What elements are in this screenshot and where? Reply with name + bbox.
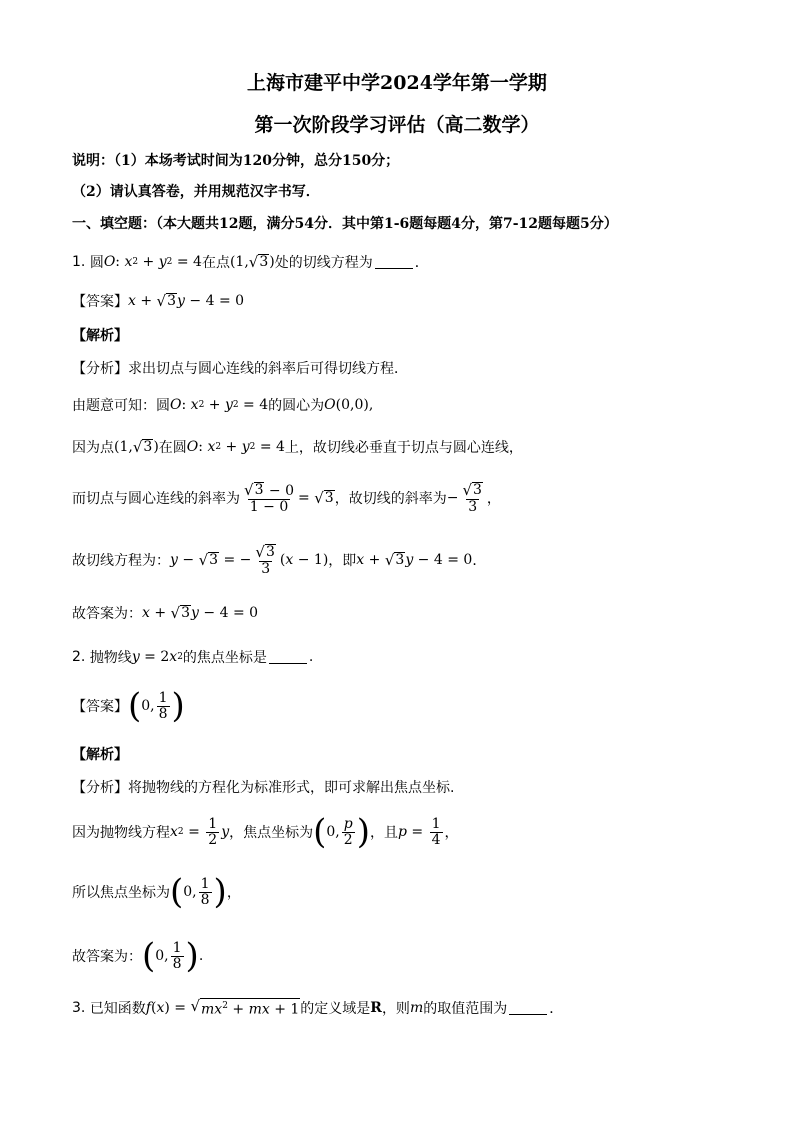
math: 0, <box>141 698 155 714</box>
text: ， <box>486 491 501 507</box>
answer-blank <box>269 651 307 664</box>
text: 在圆 <box>158 440 187 456</box>
math: x <box>170 824 178 840</box>
math: = 4 <box>172 254 202 270</box>
math: − 4 = 0 <box>184 293 245 309</box>
math: ) <box>185 936 199 976</box>
math: √ 3 <box>156 292 177 310</box>
math: x <box>156 1000 165 1016</box>
question-number: 2. <box>72 649 86 665</box>
fenxi-label: 【分析】 <box>72 780 128 796</box>
math: O <box>103 254 116 270</box>
math: ) <box>356 812 370 852</box>
math: = − <box>219 552 252 568</box>
text: ，则 <box>381 1001 410 1017</box>
text: 的圆心为 <box>268 398 325 414</box>
analysis-summary <box>72 357 408 379</box>
text: ，故切线的斜率为 <box>334 491 447 507</box>
analysis-label: 【解析】 <box>72 747 128 763</box>
math: √ 3 <box>198 551 219 569</box>
text: 处的切线方程为 <box>274 255 373 271</box>
math: y <box>158 254 167 270</box>
text: 已知函数 <box>89 1001 146 1017</box>
solution-step <box>72 540 486 580</box>
math: y <box>405 552 414 568</box>
solution-step <box>72 812 459 852</box>
text: 的定义域是 <box>300 1001 371 1017</box>
text: ， <box>444 825 459 841</box>
math: − 1) <box>293 552 329 568</box>
math: 0, <box>183 884 197 900</box>
math: (1, <box>114 439 133 455</box>
answer-blank <box>375 256 413 269</box>
math: y <box>131 649 140 665</box>
math: 2 <box>132 257 139 267</box>
math: x <box>285 552 294 568</box>
solution-step <box>72 392 373 418</box>
math: √ 3 3 <box>255 542 275 577</box>
text: 求出切点与圆心连线的斜率后可得切线方程． <box>128 361 408 377</box>
math: y <box>177 293 185 309</box>
text: 抛物线 <box>89 650 132 666</box>
solution-step <box>72 872 241 912</box>
question-number: 1. <box>72 254 86 270</box>
math: p <box>397 824 407 840</box>
math: − 4 = 0 <box>413 552 473 568</box>
answer-blank <box>509 1002 547 1015</box>
math: = <box>183 824 205 840</box>
math: m <box>409 1000 424 1016</box>
section-heading: 一、填空题：（本大题共12题，满分54分．其中第1-6题每题4分，第7-12题每题5分） <box>72 216 618 232</box>
instructions-line-1: 说明：（1）本场考试时间为120分钟，总分150分； <box>72 153 400 169</box>
final-answer <box>72 600 258 626</box>
math: √ 3 <box>384 551 405 569</box>
text: ，焦点坐标为 <box>229 825 314 841</box>
math: 0, <box>155 948 169 964</box>
math: ( <box>151 1000 157 1016</box>
math: y <box>224 397 233 413</box>
math: $\frac{1}{8}$ <box>158 689 168 722</box>
text: ． <box>472 553 487 569</box>
analysis-label: 【解析】 <box>72 328 128 344</box>
text: 故答案为： <box>72 949 142 965</box>
math: x <box>356 552 365 568</box>
math: O <box>170 397 182 413</box>
text: . <box>308 649 314 665</box>
math: 2 <box>198 400 205 410</box>
math: = <box>298 490 315 506</box>
answer-2 <box>72 686 185 726</box>
math: ) = <box>164 1000 191 1016</box>
solution-step <box>72 478 501 518</box>
math: = <box>406 824 428 840</box>
text: ，且 <box>369 825 398 841</box>
text: 故答案为： <box>72 606 142 622</box>
math: y <box>170 552 178 568</box>
math: √ 3 <box>248 253 269 271</box>
question-1 <box>72 246 429 278</box>
math: : <box>181 397 191 413</box>
math: = 2 <box>139 649 170 665</box>
text: 在点 <box>201 255 230 271</box>
math: − <box>446 490 459 506</box>
math: (0,0), <box>335 397 374 413</box>
math: + <box>364 552 385 568</box>
text: 上，故切线必垂直于切点与圆心连线， <box>284 440 523 456</box>
math: √ 3 − 0 1 − 0 <box>244 480 295 515</box>
math: y <box>241 439 250 455</box>
text: 所以焦点坐标为 <box>72 885 170 901</box>
text: 因为抛物线方程 <box>72 825 170 841</box>
math: − 4 = 0 <box>198 605 259 621</box>
math: + <box>138 254 159 270</box>
math: ( <box>313 812 327 852</box>
answer-label: 【答案】 <box>72 294 128 310</box>
math: ) <box>153 439 159 455</box>
math: 2 <box>166 257 173 267</box>
math: : <box>198 439 208 455</box>
math: 2 <box>232 400 239 410</box>
math: $\frac{1}{8}$ <box>172 939 182 972</box>
math: $\frac{1}{8}$ <box>200 875 210 908</box>
math: f <box>145 1000 151 1016</box>
math: O <box>186 439 199 455</box>
analysis-summary <box>72 776 454 798</box>
text: 将抛物线的方程化为标准形式，即可求解出焦点坐标. <box>128 780 455 796</box>
text: 圆 <box>89 255 104 271</box>
question-2 <box>72 644 313 670</box>
question-3 <box>72 994 563 1022</box>
math: ( <box>128 686 142 726</box>
text: ， <box>226 885 241 901</box>
math: ( <box>142 936 156 976</box>
math: ( <box>279 552 286 568</box>
math: $\frac{1}{4}$ <box>431 815 441 848</box>
math: x <box>169 649 178 665</box>
math: + <box>204 397 225 413</box>
math: y <box>221 824 230 840</box>
math: y <box>191 605 199 621</box>
math: − <box>177 552 199 568</box>
math: 2 <box>177 652 183 662</box>
instructions-line-2: （2）请认真答卷，并用规范汉字书写． <box>72 184 320 200</box>
math: 2 <box>249 442 256 452</box>
math: ) <box>171 686 185 726</box>
text: ． <box>414 255 429 271</box>
text: 故切线方程为： <box>72 553 170 569</box>
math: ) <box>213 872 227 912</box>
exam-title: 上海市建平中学2024学年第一学期 <box>247 72 547 94</box>
fenxi-label: 【分析】 <box>72 361 128 377</box>
math: = 4 <box>255 439 285 455</box>
math: x <box>124 254 133 270</box>
final-answer <box>72 936 203 976</box>
solution-step <box>72 434 523 460</box>
math: x <box>190 397 199 413</box>
math: √ $mx^2$ + mx + 1 <box>190 997 300 1018</box>
exam-subtitle: 第一次阶段学习评估（高二数学） <box>254 114 540 136</box>
text: 的取值范围为 <box>423 1001 508 1017</box>
math: x <box>207 439 216 455</box>
math: √ 3 <box>132 438 153 456</box>
math: $\frac{p}{2}$ <box>343 815 353 848</box>
text: ． <box>549 1001 564 1017</box>
math: + <box>135 293 157 309</box>
text: 由题意可知：圆 <box>72 398 170 414</box>
answer-label: 【答案】 <box>72 699 128 715</box>
math: √ 3 3 <box>462 480 482 515</box>
math: √ 3 <box>170 604 191 622</box>
text: 的焦点坐标是 <box>182 650 267 666</box>
math: = 4 <box>238 397 269 413</box>
math: ) <box>269 254 275 270</box>
answer-1 <box>72 286 244 316</box>
math: + <box>221 439 242 455</box>
math: R <box>370 1000 382 1016</box>
math: x <box>128 293 136 309</box>
math: √ 3 <box>314 489 334 507</box>
math: x <box>142 605 150 621</box>
math: 2 <box>215 442 222 452</box>
math: (1, <box>229 254 249 270</box>
math: 0, <box>326 824 340 840</box>
math: O <box>324 397 336 413</box>
question-number: 3. <box>72 1000 86 1016</box>
math: 2 <box>177 827 184 837</box>
text: ，即 <box>328 553 357 569</box>
text: . <box>198 948 204 964</box>
math: + <box>149 605 171 621</box>
math: : <box>115 254 125 270</box>
math: ( <box>170 872 184 912</box>
text: 因为点 <box>72 440 114 456</box>
math: $\frac{1}{2}$ <box>208 815 218 848</box>
text: 而切点与圆心连线的斜率为 <box>72 491 240 507</box>
